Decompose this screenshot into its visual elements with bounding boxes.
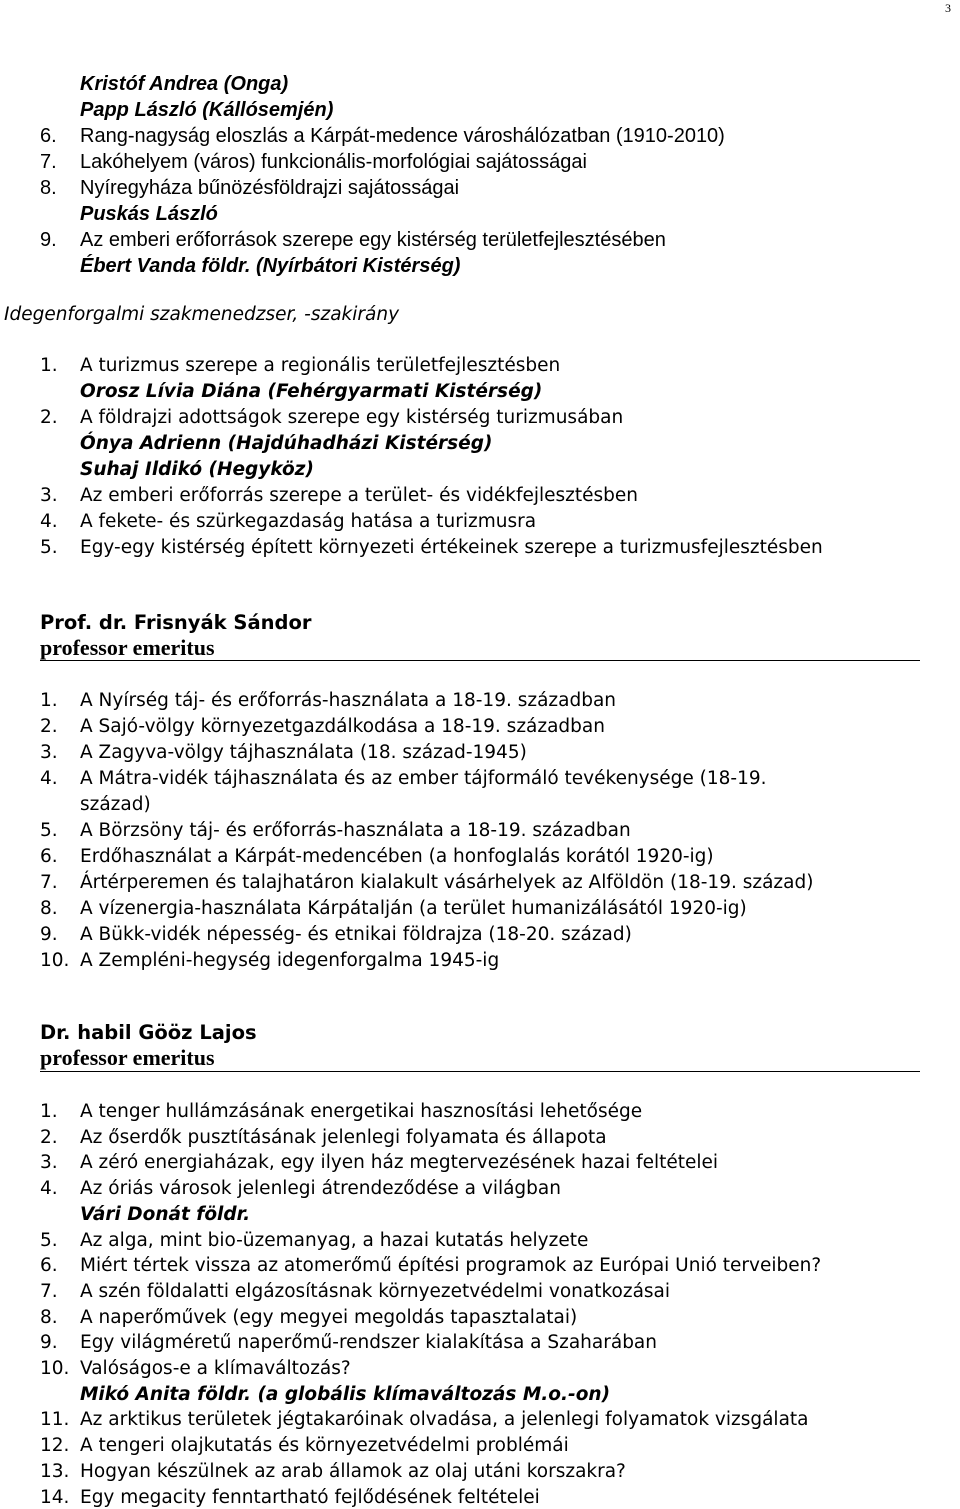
page-number: 3 <box>945 1 951 15</box>
list-item-text: Erdőhasználat a Kárpát-medencében (a honfoglalás korától 1920-ig) <box>80 846 714 867</box>
supervisor-title-frisnyak: professor emeritus <box>40 635 215 660</box>
list-item-text: A turizmus szerepe a regionális területfejlesztésben <box>80 355 561 376</box>
supervisor-name-frisnyak: Prof. dr. Frisnyák Sándor <box>40 611 312 634</box>
list-item-text: A tengeri olajkutatás és környezetvédelmi problémái <box>80 1435 569 1457</box>
list-item-number: 1. <box>40 355 58 376</box>
list-item-number: 2. <box>40 1126 58 1148</box>
supervisor-name-gooz: Dr. habil Gööz Lajos <box>40 1021 257 1044</box>
list-item-number: 2. <box>40 716 58 737</box>
list-item-text: A fekete- és szürkegazdaság hatása a turizmusra <box>80 511 537 532</box>
list-item-number: 8. <box>40 1306 58 1328</box>
list-item-text: Ártérperemen és talajhatáron kialakult vásárhelyek az Alföldön (18-19. század) <box>80 872 814 893</box>
list-item-number: 14. <box>40 1486 70 1508</box>
list-item-number: 6. <box>40 846 58 867</box>
list-item-text: A földrajzi adottságok szerepe egy kistérség turizmusában <box>80 407 624 428</box>
list-item-text: Az őserdők pusztításának jelenlegi folyamata és állapota <box>80 1126 607 1148</box>
list-item-number: 13. <box>40 1460 70 1482</box>
student-name: Orosz Lívia Diána (Fehérgyarmati Kistérség) <box>80 381 543 402</box>
list-item-number: 8. <box>40 177 57 199</box>
list-item-text: A vízenergia-használata Kárpátalján (a terület humanizálásától 1920-ig) <box>80 898 747 919</box>
divider-line <box>40 660 920 661</box>
student-name: Papp László (Kállósemjén) <box>80 99 334 121</box>
list-item-number: 1. <box>40 1101 58 1122</box>
list-item-number: 7. <box>40 151 57 173</box>
list-item-text: A Börzsöny táj- és erőforrás-használata a 18-19. században <box>80 820 631 841</box>
student-name: század) <box>80 794 151 815</box>
list-item-number: 3. <box>40 742 58 763</box>
list-item-text: A Mátra-vidék tájhasználata és az ember tájformáló tevékenysége (18-19. <box>80 768 767 789</box>
student-name: Vári Donát földr. <box>80 1203 251 1225</box>
list-item-number: 9. <box>40 924 58 945</box>
list-item-text: Egy világméretű naperőmű-rendszer kialakítása a Szaharában <box>80 1332 657 1354</box>
student-name: Mikó Anita földr. (a globális klímaváltozás M.o.-on) <box>80 1383 611 1405</box>
list-item-text: A szén földalatti elgázosításnak környezetvédelmi vonatkozásai <box>80 1280 671 1302</box>
list-item-text: A Zempléni-hegység idegenforgalma 1945-ig <box>80 950 500 971</box>
list-item-number: 6. <box>40 125 57 147</box>
list-item-text: Valóságos-e a klímaváltozás? <box>80 1358 351 1379</box>
list-item-number: 3. <box>40 485 58 506</box>
list-item-text: A tenger hullámzásának energetikai hasznosítási lehetősége <box>80 1101 643 1122</box>
list-item-number: 4. <box>40 511 58 532</box>
list-item-number: 7. <box>40 1280 58 1302</box>
list-item-number: 8. <box>40 898 58 919</box>
list-item-text: A Sajó-völgy környezetgazdálkodása a 18-19. században <box>80 716 605 737</box>
section-heading-tourism: Idegenforgalmi szakmenedzser, -szakirány <box>4 304 400 325</box>
list-item-number: 7. <box>40 872 58 893</box>
list-item-number: 11. <box>40 1409 70 1431</box>
list-item-text: A Nyírség táj- és erőforrás-használata a 18-19. században <box>80 690 617 711</box>
list-item-text: Az alga, mint bio-üzemanyag, a hazai kutatás helyzete <box>80 1229 589 1251</box>
list-item-text: Egy megacity fenntartható fejlődésének feltételei <box>80 1486 540 1508</box>
list-item-text: Az emberi erőforrás szerepe a terület- és vidékfejlesztésben <box>80 485 638 506</box>
list-item-number: 5. <box>40 1229 58 1251</box>
list-item-number: 10. <box>40 1358 70 1379</box>
list-item-text: Rang-nagyság eloszlás a Kárpát-medence városhálózatban (1910-2010) <box>80 125 725 147</box>
list-item-number: 3. <box>40 1152 58 1174</box>
list-item-text: A Bükk-vidék népesség- és etnikai földrajza (18-20. század) <box>80 924 632 945</box>
list-item-number: 12. <box>40 1435 70 1457</box>
list-item-text: Egy-egy kistérség épített környezeti értékeinek szerepe a turizmusfejlesztésben <box>80 537 823 558</box>
student-name: Ébert Vanda földr. (Nyírbátori Kistérség) <box>80 255 461 277</box>
list-item-number: 2. <box>40 407 58 428</box>
list-item-number: 5. <box>40 537 58 558</box>
list-item-text: A naperőművek (egy megyei megoldás tapasztalatai) <box>80 1306 578 1328</box>
student-name: Ónya Adrienn (Hajdúhadházi Kistérség) <box>80 433 493 454</box>
list-item-number: 10. <box>40 950 70 971</box>
list-item-text: Miért tértek vissza az atomerőmű építési programok az Európai Unió terveiben? <box>80 1255 822 1277</box>
list-item-text: Nyíregyháza bűnözésföldrajzi sajátosságai <box>80 177 460 199</box>
list-item-text: A zéró energiaházak, egy ilyen ház megtervezésének hazai feltételei <box>80 1152 719 1174</box>
list-item-text: Az emberi erőforrások szerepe egy kistérség területfejlesztésében <box>80 229 666 251</box>
list-item-number: 5. <box>40 820 58 841</box>
list-item-number: 6. <box>40 1255 58 1277</box>
list-item-text: Az óriás városok jelenlegi átrendeződése a világban <box>80 1178 561 1200</box>
list-item-number: 9. <box>40 1332 58 1354</box>
list-item-text: Hogyan készülnek az arab államok az olaj utáni korszakra? <box>80 1460 626 1482</box>
list-item-text: Lakóhelyem (város) funkcionális-morfológiai sajátosságai <box>80 151 587 173</box>
list-item-number: 4. <box>40 768 58 789</box>
student-name: Kristóf Andrea (Onga) <box>80 73 289 95</box>
supervisor-title-gooz: professor emeritus <box>40 1045 215 1070</box>
list-item-text: A Zagyva-völgy tájhasználata (18. század-1945) <box>80 742 527 763</box>
list-item-number: 1. <box>40 690 58 711</box>
divider-line <box>40 1071 920 1072</box>
student-name: Suhaj Ildikó (Hegyköz) <box>80 459 314 480</box>
list-item-number: 9. <box>40 229 57 251</box>
list-item-text: Az arktikus területek jégtakaróinak olvadása, a jelenlegi folyamatok vizsgálata <box>80 1409 809 1431</box>
student-name: Puskás László <box>80 203 218 225</box>
list-item-number: 4. <box>40 1178 58 1200</box>
